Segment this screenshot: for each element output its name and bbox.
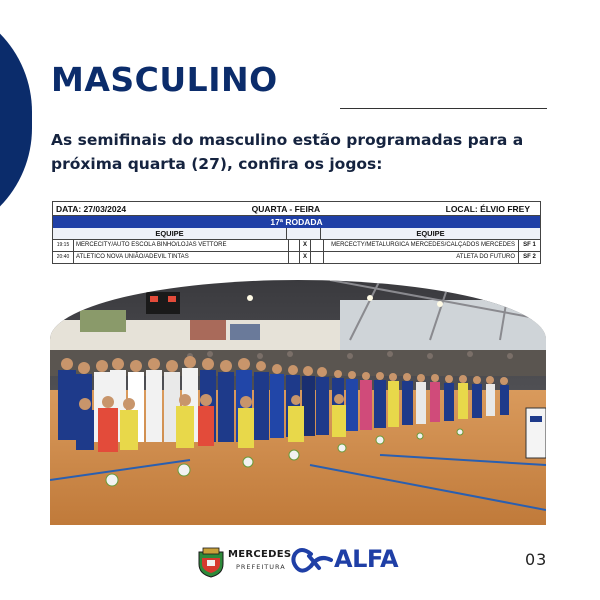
prefeitura-label: PREFEITURA [236, 563, 286, 571]
home-score [289, 252, 300, 263]
team-header-left: EQUIPE [53, 228, 287, 239]
page-title: MASCULINO [51, 60, 278, 99]
away-score [311, 240, 324, 251]
mercedes-wordmark: MERCEDES [228, 549, 292, 560]
round-title: 17ª RODADA [53, 216, 540, 228]
schedule-date: DATA: 27/03/2024 [56, 203, 127, 214]
table-row [53, 240, 540, 252]
home-team: MERCECITY/AUTO ESCOLA BINHO/LOJAS VETTORE [74, 240, 289, 251]
home-score [289, 240, 300, 251]
schedule-weekday: QUARTA - FEIRA [251, 203, 321, 214]
title-divider [340, 108, 547, 109]
game-code: SF 2 [523, 254, 536, 260]
versus-mark: X [300, 252, 311, 263]
away-team: MERCECTY/METALURGICA MERCEDES/CALÇADOS MERCEDES [324, 240, 519, 251]
teams-header [53, 228, 540, 240]
decorative-side-arc [0, 0, 32, 240]
game-code: SF 1 [523, 242, 536, 248]
game-time: 19:15 [53, 240, 74, 251]
away-team: ATLETA DO FUTURO [324, 252, 519, 263]
table-row [53, 252, 540, 263]
away-score [311, 252, 324, 263]
team-photo [50, 280, 546, 525]
banner-icon [526, 408, 546, 458]
page-number: 03 [525, 550, 548, 569]
alfa-wordmark: ALFA [334, 545, 399, 573]
team-header-right: EQUIPE [416, 229, 445, 238]
page-subtitle: As semifinais do masculino estão programadas para a próxima quarta (27), confira os jogos: [51, 131, 524, 173]
game-time: 20:40 [53, 252, 74, 263]
municipal-crest-icon [197, 546, 225, 578]
versus-mark: X [300, 240, 311, 251]
schedule-location: LOCAL: ÉLVIO FREY [445, 203, 530, 214]
schedule-header [53, 202, 540, 216]
home-team: ATLETICO NOVA UNIÃO/ADEVIL TINTAS [74, 252, 289, 263]
schedule-table [52, 201, 541, 264]
scoreboard-icon [146, 292, 180, 314]
alfa-logo-icon [291, 546, 333, 576]
